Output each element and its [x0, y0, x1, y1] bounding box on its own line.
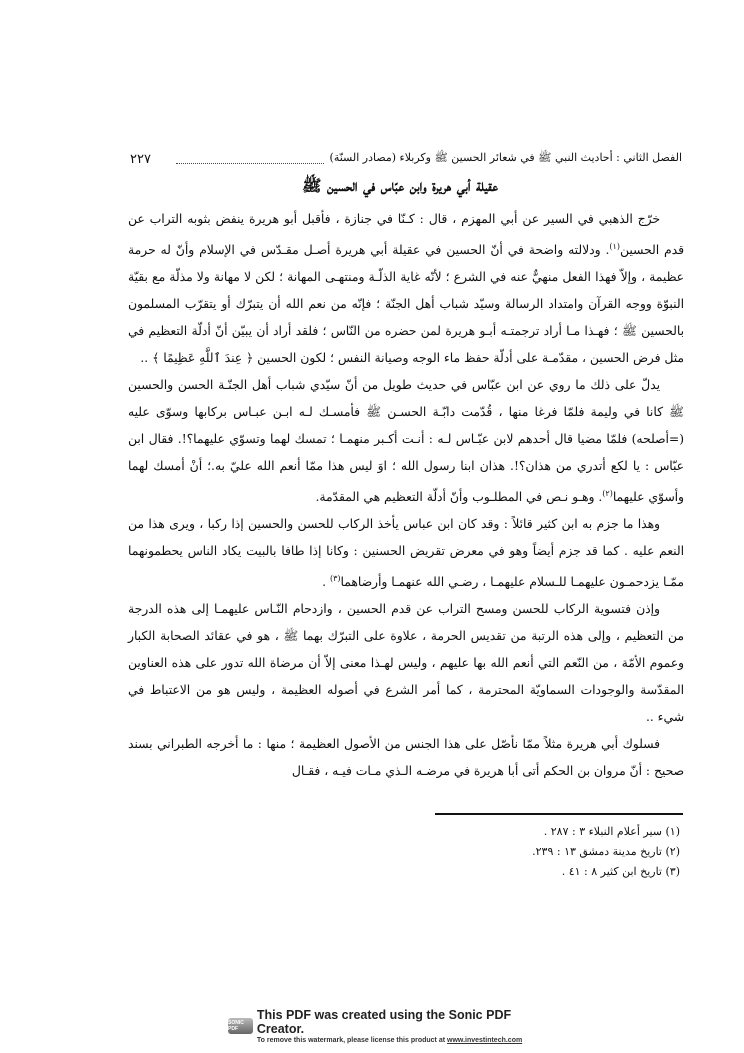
paragraph-3: [128, 511, 684, 596]
paragraph-text: . وهـو نـص في المطلـوب وأنّ أدلّة التعظيم هي المقدّمة.: [315, 490, 603, 505]
paragraph-text: فسلوك أبي هريرة مثلاً ممّا نأصّل على هذا الجنس من الأصول العظيمة ؛ منها : ما أخرجه الطبراني بسند صحيح : أنّ مروان بن الحكم أتى أبا هريرة في مرضـه الـذي مـات فيـه ، فقـال: [128, 737, 684, 779]
footnotes: [400, 822, 680, 882]
paragraph-1: [128, 206, 684, 372]
investintech-link[interactable]: www.investintech.com: [447, 1036, 523, 1044]
watermark-line-2-text: To remove this watermark, please license this product at: [256, 1036, 447, 1044]
running-header: [130, 150, 682, 168]
watermark-line-1: This PDF was created using the Sonic PDF Creator.: [256, 1007, 512, 1036]
footnote-2: (٢) تاريخ مدينة دمشق ١٣ : ٢٣٩.: [532, 845, 680, 858]
paragraph-5: [128, 731, 684, 785]
footnote-ref[interactable]: (٣): [329, 574, 341, 584]
paragraph-4: [128, 596, 684, 731]
running-title: الفصل الثاني : أحاديث النبي ﷺ في شعائر الحسين ﷺ وكربلاء (مصادر السنّة): [329, 151, 682, 164]
footnote-3: (٣) تاريخ ابن كثير ٨ : ٤١ .: [561, 865, 680, 878]
paragraph-text: وهذا ما جزم به ابن كثير قائلاً : وقد كان ابن عباس يأخذ الركاب للحسن والحسين إذا ركبا ، ويرى هذا من النعم عليه . كما قد جزم أيضاً وهو في معرض تقريض الحسنين : وكانا إذا طافا بالبيت يكاد الناس يحطمونهما ممّـا يزدحمـون عليهمـا للـسلام عليهمـا ، رضـي الله عنهمـا وأرضاهما: [128, 517, 684, 590]
page-number: ٢٢٧: [130, 151, 151, 167]
paragraph-2: [128, 372, 684, 511]
footnote-separator: [435, 813, 683, 815]
paragraph-text: وإذن فتسوية الركاب للحسن ومسح التراب عن قدم الحسين ، وازدحام النّـاس عليهمـا إلى هذه الدرجة من التعظيم ، وإلى هذه الرتبة من تقديس الحرمة ، علاوة على التبرّك بهما ﷺ ، هو في عقائد الصحابة الكبار وعموم الأمّة ، من النّعم التي أنعم الله بها عليهم ، وليس لهـذا معنى إلاّ أن مرضاة الله تدور على هذه العناوين المقدّسة والوجودات السماويّة المحترمة ، كما أمر الشرع في أصوله العظيمة ، وليس هو من الاعتباط في شيء ..: [128, 602, 684, 725]
footnote-ref[interactable]: (٢): [602, 489, 613, 499]
watermark-text: [257, 1008, 528, 1045]
paragraph-text: .: [322, 575, 330, 590]
paragraph-text: خرّج الذهبي في السير عن أبي المهزم ، قال : كـنّا في جنازة ، فأقبل أبو هريرة ينفض بثوبه التراب عن قدم الحسين: [128, 212, 685, 258]
pdf-watermark: [228, 1008, 528, 1044]
paragraph-text: يدلّ على ذلك ما روي عن ابن عبّاس في حديث طويل من أنّ سيّدي شباب أهل الجنّـة الحسن والحسين ﷺ كانا في وليمة فلمّا فرغا منها ، قُدّمت دابّـة الحسـن ﷺ فأمسـك لـه ابـن عبـاس بركابها وسوّى عليه (=أصلحه) فلمّا مضيا قال أحدهم لابن عبّـاس لـه : أنـت أكـبر منهمـا ؛ تمسك لهما وتسوّي عليهما؟!. فقال ابن عبّاس : يا لكع أتدري من هذان؟!. هذان ابنا رسول الله ؛ اوَ ليس هذا ممّا أنعم الله عليّ به.؛ أنْ أمسك لهما وأسوّي عليهما: [128, 378, 684, 505]
watermark-line-2: [257, 1036, 528, 1045]
sonic-pdf-logo-icon: SONIC PDF: [228, 1018, 253, 1034]
footnote-ref[interactable]: (١): [609, 242, 620, 251]
paragraph-text: . ودلالته واضحة في أنّ الحسين في عقيلة أبي هريرة أصـل مقـدّس في الإسلام وأنّ له حرمة عظيمة ، وإلاّ فهذا الفعل منهيٌّ عنه في الشرع ؛ لأنّه غاية الذلّـة ومنتهـى المهانة ؛ لكن لا مهانة ولا مذلّة مع بقيّة النبوّة ووجه القرآن وامتداد الرسالة وسيّد شباب أهل الجنّة ؛ فإنّه من نعم الله أن يتبرّك أو يتقرّب المسلمون بالحسين ﷺ ؛ فهـذا مـا أراد ترجمتـه أبـو هريرة لمن حضره من النّاس ؛ فلقد أراد أن يبيّن أنّ أدلّة التعظيم في مثل فرض الحسين ، مقدّمـة على أدلّة حفظ ماء الوجه وصيانة النفس ؛ لكون الحسين ﴿ عِندَ ٱللَّهِ عَظِيمًا ﴾ ..: [128, 243, 684, 366]
body-text: [128, 206, 684, 785]
footnote-1: (١) سير أعلام النبلاء ٣ : ٢٨٧ .: [543, 825, 680, 838]
section-title: عقيلة أبي هريرة وابن عبّاس في الحسين ﷺ: [302, 176, 498, 195]
header-leader-dots: [176, 155, 324, 164]
